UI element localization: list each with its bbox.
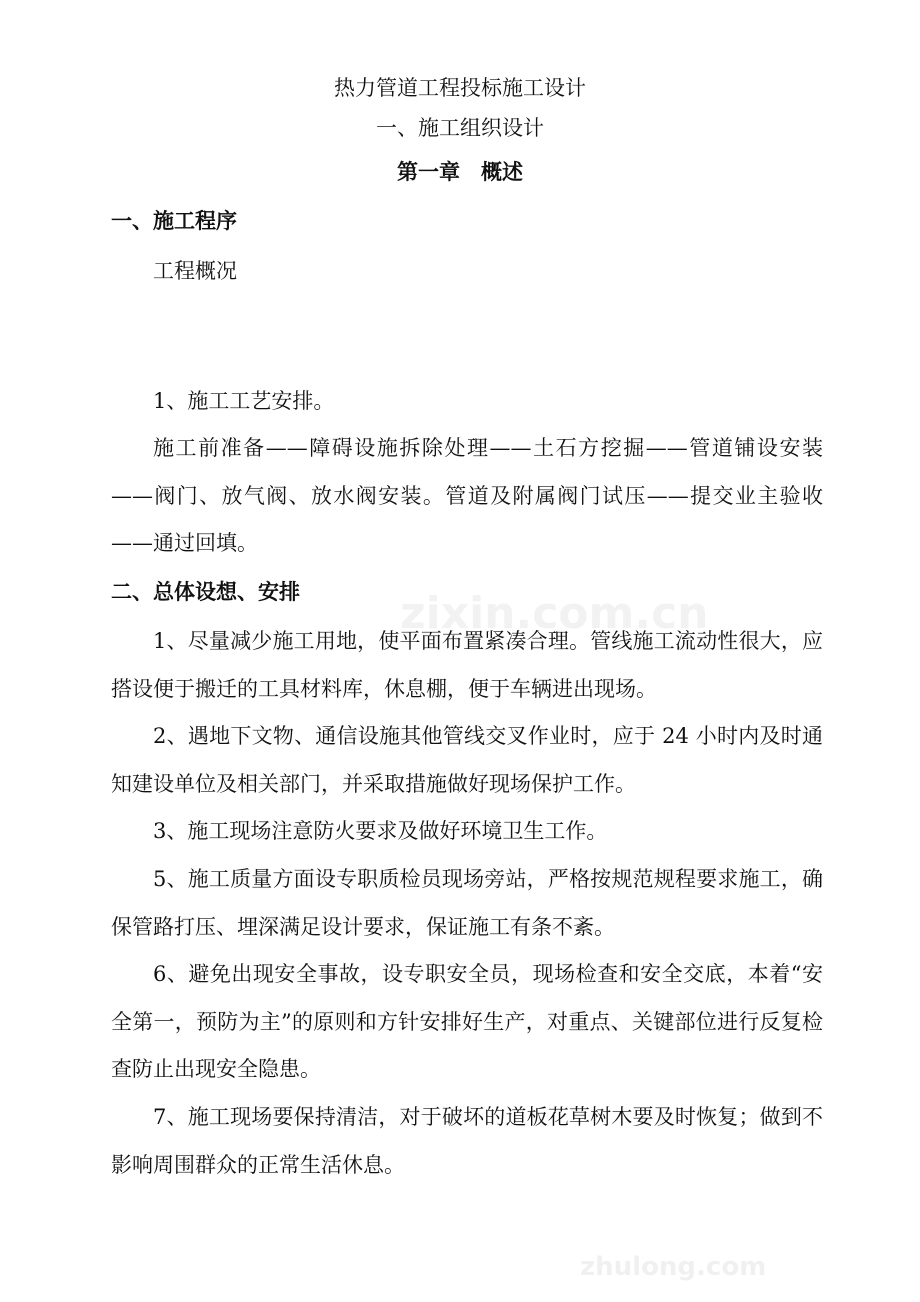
document-title: 热力管道工程投标施工设计	[334, 76, 586, 100]
paragraph-process-title: 1、施工工艺安排。	[153, 389, 335, 413]
paragraph-item-6: 6、避免出现安全事故，设专职安全员，现场检查和安全交底，本着“安全第一，预防为主”的原则和方针安排好生产，对重点、关键部位进行反复检查防止出现安全隐患。	[111, 962, 823, 1081]
paragraph-item-2: 2、遇地下文物、通信设施其他管线交叉作业时，应于 24 小时内及时通知建设单位及相关部门，并采取措施做好现场保护工作。	[111, 724, 823, 796]
paragraph-process-steps: 施工前准备——障碍设施拆除处理——土石方挖掘——管道铺设安装——阀门、放气阀、放水阀安装。管道及附属阀门试压——提交业主验收——通过回填。	[111, 436, 823, 555]
section-heading-1: 一、施工程序	[111, 208, 237, 233]
paragraph-item-7: 7、施工现场要保持清洁，对于破坏的道板花草树木要及时恢复；做到不影响周围群众的正常生活休息。	[111, 1105, 823, 1177]
document-subtitle: 一、施工组织设计	[376, 116, 544, 140]
paragraph-item-5: 5、施工质量方面设专职质检员现场旁站，严格按规范规程要求施工，确保管路打压、埋深满足设计要求，保证施工有条不紊。	[111, 867, 823, 939]
paragraph-item-1: 1、尽量减少施工用地，使平面布置紧凑合理。管线施工流动性很大，应搭设便于搬迁的工具材料库，休息棚，便于车辆进出现场。	[111, 629, 823, 701]
watermark-footer: zhulong.com	[580, 1252, 767, 1282]
section-subheading: 工程概况	[153, 259, 237, 283]
watermark-center: zixin.com.cn	[400, 588, 709, 639]
chapter-heading: 第一章 概述	[397, 159, 523, 184]
section-heading-2: 二、总体设想、安排	[111, 579, 300, 604]
paragraph-item-3: 3、施工现场注意防火要求及做好环境卫生工作。	[153, 819, 608, 843]
